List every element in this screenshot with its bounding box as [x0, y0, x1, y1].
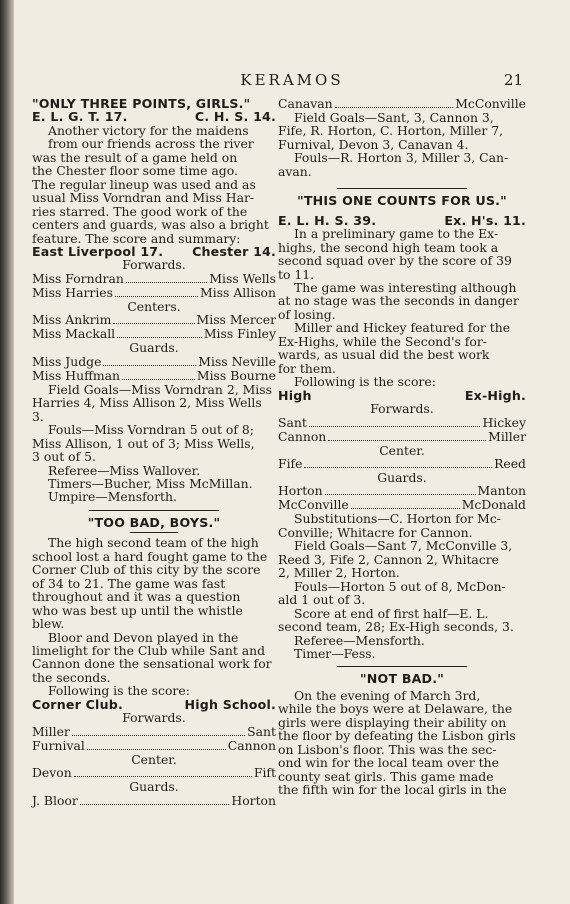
text-line: feature. The score and summary: [32, 230, 241, 246]
left-column [32, 97, 276, 808]
text-line: Fife, R. Horton, C. Horton, Miller 7, [278, 123, 504, 139]
position-label: Center. [131, 751, 177, 767]
lineup-row [278, 498, 526, 512]
dot-leader [103, 365, 196, 366]
text-line: Furnival, Devon 3, Canavan 4. [278, 136, 469, 152]
text-line: ond win for the local team over the [278, 755, 499, 771]
player-right: Manton [477, 483, 526, 499]
lineup-row [278, 416, 526, 430]
player-left: Devon [32, 765, 72, 781]
team-header [32, 698, 276, 711]
position-label: Guards. [129, 340, 179, 356]
text-line: 3 out of 5. [32, 449, 96, 465]
dot-leader [80, 804, 230, 805]
text-line: Another victory for the maidens [48, 122, 249, 138]
dot-leader [122, 379, 195, 380]
referee-line: Referee—Mensforth. [294, 632, 425, 648]
text-line: avan. [278, 163, 312, 179]
text-line: Corner Club of this city by the score [32, 562, 261, 578]
team-right: Chester 14. [192, 243, 276, 259]
dot-leader [115, 296, 198, 297]
team-right: High School. [184, 696, 276, 712]
text-line: Field Goals—Sant 7, McConville 3, [294, 538, 513, 554]
dot-leader [117, 337, 202, 338]
text-line: of 34 to 21. The game was fast [32, 575, 226, 591]
timer-line: Timer—Fess. [294, 645, 376, 661]
player-right: Sant [247, 723, 276, 739]
title-underline [130, 532, 178, 533]
position-label: Forwards. [122, 257, 186, 273]
dot-leader [87, 749, 226, 750]
lineup-row [32, 355, 276, 369]
text-line: Miller and Hickey featured for the [294, 320, 511, 336]
summary-block [278, 512, 526, 633]
dot-leader [126, 282, 208, 283]
following-line: Following is the score: [48, 683, 190, 699]
text-line: second team, 28; Ex-High seconds, 3. [278, 619, 514, 635]
text-line: blew. [32, 616, 65, 632]
lineup-row [32, 327, 276, 341]
text-line: while the boys were at Delaware, the [278, 701, 513, 717]
article-paragraph [32, 631, 276, 685]
player-left: Miss Mackall [32, 326, 116, 342]
dot-leader [304, 467, 492, 468]
dot-leader [74, 776, 252, 777]
article-paragraph [278, 281, 526, 321]
team-header [32, 245, 276, 258]
text-line: for them. [278, 360, 336, 376]
player-right: Fift [253, 765, 276, 781]
text-line: ries starred. The good work of the [32, 203, 248, 219]
dot-leader [113, 323, 194, 324]
text-line: The game was interesting although [294, 279, 517, 295]
page-number: 21 [503, 71, 523, 89]
team-header [278, 389, 526, 402]
text-line: the fifth win for the local girls in the [278, 782, 507, 798]
text-line: centers and guards, was also a bright [32, 217, 269, 233]
text-line: Fouls—Horton 5 out of 8, McDon- [294, 578, 506, 594]
player-left: J. Bloor [32, 792, 78, 808]
lineup-row [32, 286, 276, 300]
player-right: Miss Allison [200, 284, 276, 300]
lineup-row [32, 739, 276, 753]
player-right: Reed [494, 455, 526, 471]
text-line: girls were displaying their ability on [278, 714, 507, 730]
text-line: from our friends across the river [48, 136, 254, 152]
umpire-line: Umpire—Mensforth. [48, 489, 177, 505]
text-line: Field Goals—Sant, 3, Cannon 3, [294, 110, 494, 125]
text-line: highs, the second high team took a [278, 239, 499, 255]
text-line: Fouls—R. Horton 3, Miller 3, Can- [294, 150, 509, 166]
position-label: Guards. [377, 469, 427, 485]
dot-leader [325, 494, 476, 495]
text-line: throughout and it was a question [32, 589, 241, 605]
section-divider [337, 188, 467, 189]
text-line: Fouls—Miss Vorndran 5 out of 8; [48, 422, 254, 438]
right-column [278, 97, 526, 796]
player-left: Miss Ankrim [32, 312, 112, 328]
position-label: Centers. [127, 298, 181, 314]
book-binding [0, 0, 14, 904]
text-line: the floor by defeating the Lisbon girls [278, 728, 516, 744]
team-left: East Liverpool 17. [32, 243, 164, 259]
team-left: High [278, 387, 312, 403]
text-line: the seconds. [32, 669, 111, 685]
player-right: Hickey [482, 414, 526, 430]
dot-leader [328, 440, 486, 441]
text-line: On the evening of March 3rd, [294, 687, 481, 703]
article-paragraph [278, 321, 526, 375]
player-left: Miss Huffman [32, 367, 121, 383]
score-right: Ex. H's. 11. [444, 212, 526, 228]
text-line: county seat girls. This game made [278, 768, 494, 784]
text-line: on Lisbon's floor. This was the sec- [278, 741, 497, 757]
player-right: McConville [455, 96, 526, 111]
text-line: Reed 3, Fife 2, Cannon 2, Whitacre [278, 551, 500, 567]
lineup-row [32, 794, 276, 808]
lineup-row [32, 369, 276, 383]
section-divider [337, 666, 467, 667]
player-left: Miss Harries [32, 284, 113, 300]
publication-title: KERAMOS [240, 71, 344, 89]
player-right: Miller [488, 428, 526, 444]
team-left: Corner Club. [32, 696, 123, 712]
article-title-this-one-counts: "THIS ONE COUNTS FOR US." [297, 193, 507, 209]
text-line: 3. [32, 408, 44, 424]
text-line: Cannon done the sensational work for [32, 656, 272, 672]
player-left: Fife [278, 455, 303, 471]
dot-leader [72, 735, 245, 736]
player-right: Cannon [227, 737, 276, 753]
lineup-row [32, 766, 276, 780]
text-line: school lost a hard fought game to the [32, 548, 268, 564]
team-right: Ex-High. [464, 387, 526, 403]
article-paragraph [32, 124, 276, 245]
text-line: limelight for the Club while Sant and [32, 642, 266, 658]
lineup-row [278, 457, 526, 471]
player-left: Sant [278, 414, 307, 430]
player-right: Miss Wells [209, 270, 276, 286]
text-line: Field Goals—Miss Vorndran 2, Miss [48, 381, 272, 397]
text-line: Substitutions—C. Horton for Mc- [294, 511, 501, 527]
text-line: wards, as usual did the best work [278, 347, 490, 363]
lineup-row [32, 725, 276, 739]
position-label: Forwards. [122, 710, 186, 726]
player-left: Cannon [278, 428, 327, 444]
player-left: Horton [278, 483, 323, 499]
article-title-too-bad-boys: "TOO BAD, BOYS." [87, 514, 221, 530]
text-line: to 11. [278, 266, 315, 282]
article-paragraph [32, 536, 276, 630]
lineup-row [32, 313, 276, 327]
text-line: at no stage was the seconds in danger [278, 293, 519, 309]
lineup-row [278, 97, 526, 111]
magazine-page [14, 0, 570, 904]
dot-leader [335, 107, 454, 108]
text-line: ald 1 out of 3. [278, 592, 366, 608]
timers-line: Timers—Bucher, Miss McMillan. [48, 475, 253, 491]
text-line: was the result of a game held on [32, 149, 238, 165]
lineup-row [32, 272, 276, 286]
text-line: The high second team of the high [48, 535, 259, 551]
player-right: Miss Neville [198, 353, 276, 369]
player-right: McDonald [461, 497, 526, 513]
text-line: the Chester floor some time ago. [32, 163, 238, 179]
fouls [32, 423, 276, 463]
player-left: Miss Judge [32, 353, 102, 369]
player-right: Miss Mercer [196, 312, 276, 328]
player-left: Furnival [32, 737, 85, 753]
text-line: 2, Miller 2, Horton. [278, 565, 400, 581]
text-line: of losing. [278, 306, 336, 322]
text-line: Miss Allison, 1 out of 3; Miss Wells, [32, 435, 255, 451]
page-header [14, 70, 570, 90]
player-left: Miller [32, 723, 70, 739]
player-right: Miss Bourne [196, 367, 276, 383]
score-right: C. H. S. 14. [194, 109, 276, 125]
player-left: McConville [278, 497, 349, 513]
player-right: Miss Finley [203, 326, 276, 342]
text-line: The regular lineup was used and as [32, 176, 256, 192]
text-line: In a preliminary game to the Ex- [294, 226, 499, 242]
position-label: Forwards. [370, 401, 434, 417]
article-paragraph [278, 689, 526, 797]
text-line: who was best up until the whistle [32, 602, 243, 618]
summary-block [278, 111, 526, 178]
following-line: Following is the score: [294, 374, 436, 390]
referee-line: Referee—Miss Wallover. [48, 462, 201, 478]
article-title-only-three-points: "ONLY THREE POINTS, GIRLS." [32, 96, 251, 111]
position-label: Guards. [129, 779, 179, 795]
text-line: Bloor and Devon played in the [48, 629, 239, 645]
article-title-not-bad: "NOT BAD." [360, 671, 444, 687]
lineup-row [278, 430, 526, 444]
score-left: E. L. G. T. 17. [32, 109, 128, 125]
text-line: Conville; Whitacre for Cannon. [278, 524, 473, 540]
player-left: Canavan [278, 96, 333, 111]
score-line [32, 110, 276, 123]
section-divider [89, 510, 219, 511]
position-label: Center. [379, 442, 425, 458]
lineup-row [278, 484, 526, 498]
field-goals [32, 383, 276, 423]
text-line: Ex-Highs, while the Second's for- [278, 333, 487, 349]
text-line: Harries 4, Miss Allison 2, Miss Wells [32, 395, 262, 411]
player-right: Horton [231, 792, 276, 808]
dot-leader [309, 426, 481, 427]
text-line: Score at end of first half—E. L. [294, 605, 489, 621]
player-left: Miss Forndran [32, 270, 124, 286]
article-paragraph [278, 227, 526, 281]
score-line [278, 214, 526, 227]
text-line: usual Miss Vorndran and Miss Har- [32, 190, 255, 206]
text-line: second squad over by the score of 39 [278, 253, 512, 269]
dot-leader [351, 508, 460, 509]
score-left: E. L. H. S. 39. [278, 212, 377, 228]
